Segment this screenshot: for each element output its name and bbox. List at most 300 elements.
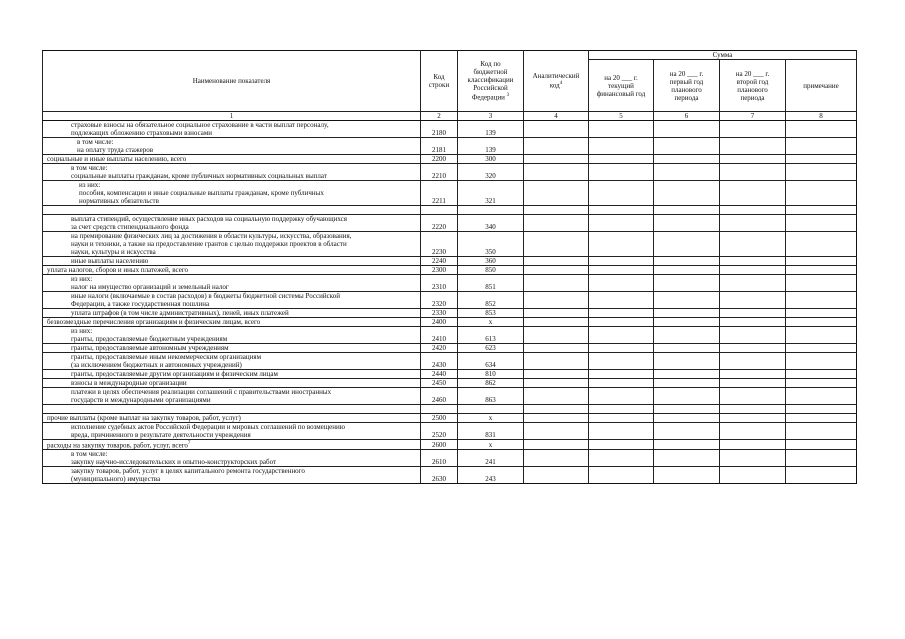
row-name-line: нормативных обязательств [79,197,159,205]
header-code: Код строки [421,51,458,112]
row-first-plan-year-value[interactable] [654,370,720,379]
row-first-plan-year-value[interactable] [654,155,720,164]
row-name-line: в том числе: [71,164,108,172]
column-number: 7 [720,112,786,121]
table-row [43,353,857,370]
row-analytic-code[interactable] [524,353,589,370]
row-note[interactable] [786,388,857,405]
row-analytic-code[interactable] [524,309,589,318]
row-code: 2300 [421,266,458,275]
row-note[interactable] [786,370,857,379]
row-first-plan-year-value[interactable] [654,275,720,292]
row-name-line: социальные выплаты гражданам, кроме публичных нормативных социальных выплат [71,172,327,180]
form-sheet [42,50,856,484]
row-note[interactable] [786,164,857,181]
row-first-plan-year-value[interactable] [654,206,720,215]
row-budget-code: 851 [458,275,524,292]
row-current-year-value[interactable] [589,388,654,405]
row-name-line: в том числе: [71,450,108,459]
row-code: 2410 [421,327,458,344]
row-first-plan-year-value[interactable] [654,266,720,275]
row-code: 2420 [421,344,458,353]
table-row [43,318,857,327]
row-budget-code: 852 [458,292,524,309]
row-first-plan-year-value[interactable] [654,232,720,257]
row-name-line: закупку научно-исследовательских и опытно-конструкторских работ [71,458,277,467]
header-budget-code-line: бюджетной [473,68,508,77]
row-name-line: гранты, предоставляемые бюджетным учреждениям [71,335,228,343]
row-name [43,379,421,388]
header-current-year [589,60,654,112]
row-code: 2330 [421,309,458,318]
row-note[interactable] [786,257,857,266]
row-name-line: Федерации, а также государственная пошлина [71,300,210,308]
row-name-line: исполнение судебных актов Российской Федерации и мировых соглашений по возмещению [71,423,346,431]
row-budget-code: 340 [458,215,524,232]
row-name [43,405,421,414]
row-code: 2630 [421,467,458,484]
table-row [43,121,857,138]
row-current-year-value[interactable] [589,370,654,379]
row-analytic-code[interactable] [524,232,589,257]
header-first-plan-year [654,60,720,112]
row-budget-code: x [458,414,524,423]
row-name-line: выплата стипендий, осуществление иных расходов на социальную поддержку обучающихся [71,215,348,223]
row-name-line: налог на имущество организаций и земельный налог [71,283,229,291]
row-note[interactable] [786,292,857,309]
header-name: Наименование показателя [43,51,421,112]
row-second-plan-year-value[interactable] [720,379,786,388]
row-code: 2240 [421,257,458,266]
row-note[interactable] [786,181,857,206]
row-second-plan-year-value[interactable] [720,370,786,379]
row-name-line: уплата налогов, сборов и иных платежей, всего [47,266,189,274]
row-second-plan-year-value[interactable] [720,257,786,266]
row-first-plan-year-value[interactable] [654,440,720,450]
row-second-plan-year-value[interactable] [720,155,786,164]
row-second-plan-year-value[interactable] [720,344,786,353]
row-budget-code: 243 [458,467,524,484]
row-note[interactable] [786,138,857,155]
row-name-line: на оплату труда стажеров [77,146,154,154]
row-budget-code: 831 [458,423,524,440]
row-analytic-code[interactable] [524,215,589,232]
row-current-year-value[interactable] [589,440,654,450]
row-second-plan-year-value[interactable] [720,232,786,257]
row-budget-code: 613 [458,327,524,344]
row-current-year-value[interactable] [589,164,654,181]
row-name [43,440,421,450]
header-first-plan-year-line: периода [674,93,699,102]
row-budget-code [458,206,524,215]
column-number: 6 [654,112,720,121]
row-note[interactable] [786,215,857,232]
row-current-year-value[interactable] [589,155,654,164]
row-current-year-value[interactable] [589,181,654,206]
row-budget-code: 810 [458,370,524,379]
row-current-year-value[interactable] [589,327,654,344]
row-note[interactable] [786,275,857,292]
row-name [43,232,421,257]
row-name-line: на премирование физических лиц за достижения в области культуры, искусства, образования, [71,232,352,240]
header-second-plan-year-line: на 20 ___ г. [735,69,770,78]
table-row [43,164,857,181]
row-first-plan-year-value[interactable] [654,327,720,344]
row-name [43,181,421,206]
row-second-plan-year-value[interactable] [720,181,786,206]
row-name-line: науки, культуры и искусства [71,248,156,256]
row-code: 2520 [421,423,458,440]
row-first-plan-year-value[interactable] [654,215,720,232]
row-code: 2400 [421,318,458,327]
row-first-plan-year-value[interactable] [654,353,720,370]
row-analytic-code[interactable] [524,181,589,206]
header-second-plan-year-line: планового [737,85,768,94]
row-current-year-value[interactable] [589,467,654,484]
row-name-line: взносы в международные организации [71,379,187,387]
row-name-line: из них: [71,327,93,335]
header-sum: Сумма [589,51,857,60]
table-row [43,423,857,440]
row-code [421,405,458,414]
row-budget-code: 241 [458,450,524,467]
row-current-year-value[interactable] [589,257,654,266]
row-current-year-value[interactable] [589,405,654,414]
table-row [43,344,857,353]
row-analytic-code[interactable] [524,266,589,275]
row-second-plan-year-value[interactable] [720,292,786,309]
row-name [43,164,421,181]
row-name-line: иные выплаты населению [71,257,149,265]
row-first-plan-year-value[interactable] [654,388,720,405]
row-name [43,155,421,164]
row-name-line: платежи в целях обеспечения реализации соглашений с правительствами иностранных [71,388,332,396]
row-first-plan-year-value[interactable] [654,405,720,414]
row-analytic-code[interactable] [524,423,589,440]
row-name [43,467,421,484]
row-budget-code: 360 [458,257,524,266]
header-first-plan-year-line: на 20 ___ г. [669,69,704,78]
row-budget-code: x [458,440,524,450]
row-name-line: из них: [79,181,101,189]
table-row [43,266,857,275]
row-analytic-code[interactable] [524,121,589,138]
row-current-year-value[interactable] [589,275,654,292]
row-analytic-code[interactable] [524,257,589,266]
row-analytic-code[interactable] [524,414,589,423]
row-budget-code: 320 [458,164,524,181]
table-row [43,440,857,450]
row-first-plan-year-value[interactable] [654,138,720,155]
row-budget-code: 623 [458,344,524,353]
table-row [43,181,857,206]
row-note[interactable] [786,353,857,370]
row-code: 2180 [421,121,458,138]
row-name [43,423,421,440]
table-row [43,309,857,318]
row-current-year-value[interactable] [589,215,654,232]
row-second-plan-year-value[interactable] [720,327,786,344]
row-current-year-value[interactable] [589,353,654,370]
row-name [43,215,421,232]
table-row [43,232,857,257]
row-name-line: безвозмездные перечисления организациям и физическим лицам, всего [47,318,261,326]
row-name [43,344,421,353]
header-budget-code-line: Федерации $^3$ [471,93,510,102]
row-name [43,327,421,344]
row-current-year-value[interactable] [589,206,654,215]
row-second-plan-year-value[interactable] [720,318,786,327]
row-code: 2200 [421,155,458,164]
row-name-line: в том числе: [77,138,114,146]
row-first-plan-year-value[interactable] [654,344,720,353]
row-first-plan-year-value[interactable] [654,423,720,440]
row-current-year-value[interactable] [589,121,654,138]
row-name [43,292,421,309]
row-code [421,206,458,215]
row-name-line: уплата штрафов (в том числе административных), пеней, иных платежей [71,309,289,317]
row-second-plan-year-value[interactable] [720,450,786,467]
table-row [43,138,857,155]
table-row [43,155,857,164]
row-name-line: за счет средств стипендиального фонда [71,223,189,231]
row-current-year-value[interactable] [589,450,654,467]
table-row [43,414,857,423]
row-first-plan-year-value[interactable] [654,164,720,181]
header-analytic-code: Аналитический код$^4$ [524,51,589,112]
row-code: 2310 [421,275,458,292]
row-current-year-value[interactable] [589,379,654,388]
row-name [43,257,421,266]
row-name-line: вреда, причиненного в результате деятельности учреждения [71,431,251,439]
row-analytic-code[interactable] [524,405,589,414]
row-current-year-value[interactable] [589,344,654,353]
row-note[interactable] [786,266,857,275]
row-second-plan-year-value[interactable] [720,206,786,215]
row-note[interactable] [786,318,857,327]
header-current-year-line: на 20 ___ г. [604,73,638,82]
table-row [43,206,857,215]
row-name-line: гранты, предоставляемые автономным учреждениям [71,344,229,352]
row-analytic-code[interactable] [524,344,589,353]
table-row [43,405,857,414]
table-row [43,292,857,309]
row-budget-code: 634 [458,353,524,370]
row-second-plan-year-value[interactable] [720,164,786,181]
row-budget-code: 862 [458,379,524,388]
row-name [43,266,421,275]
row-note[interactable] [786,327,857,344]
row-budget-code: 350 [458,232,524,257]
row-name-line: пособия, компенсации и иные социальные выплаты гражданам, кроме публичных [79,189,324,197]
header-first-plan-year-line: первый год [669,77,704,86]
row-analytic-code[interactable] [524,370,589,379]
table-row [43,370,857,379]
row-first-plan-year-value[interactable] [654,181,720,206]
row-second-plan-year-value[interactable] [720,440,786,450]
row-code: 2500 [421,414,458,423]
row-name-line: закупку товаров, работ, услуг в целях капитального ремонта государственного [71,467,305,476]
row-analytic-code[interactable] [524,379,589,388]
row-budget-code: 139 [458,121,524,138]
row-current-year-value[interactable] [589,138,654,155]
row-budget-code: 300 [458,155,524,164]
row-second-plan-year-value[interactable] [720,138,786,155]
row-note[interactable] [786,414,857,423]
row-analytic-code[interactable] [524,292,589,309]
header-current-year-line: финансовый год [596,89,646,98]
row-current-year-value[interactable] [589,423,654,440]
row-name [43,450,421,467]
header-budget-code-line: Код по [480,60,501,69]
row-budget-code: x [458,318,524,327]
row-note[interactable] [786,155,857,164]
row-note[interactable] [786,379,857,388]
header-current-year-line: текущий [608,81,634,90]
row-note[interactable] [786,405,857,414]
row-name-line: науки и техники, а также на предоставление грантов с целью поддержки проектов в области [71,240,347,248]
table-row [43,327,857,344]
row-name [43,388,421,405]
row-budget-code: 853 [458,309,524,318]
row-name-line: из них: [71,275,93,283]
column-number: 8 [786,112,857,121]
row-current-year-value[interactable] [589,309,654,318]
table-body [43,121,857,484]
row-analytic-code[interactable] [524,206,589,215]
row-analytic-code[interactable] [524,327,589,344]
row-second-plan-year-value[interactable] [720,423,786,440]
row-second-plan-year-value[interactable] [720,467,786,484]
row-current-year-value[interactable] [589,292,654,309]
row-note[interactable] [786,423,857,440]
row-budget-code: 850 [458,266,524,275]
row-first-plan-year-value[interactable] [654,467,720,484]
row-analytic-code[interactable] [524,275,589,292]
row-first-plan-year-value[interactable] [654,318,720,327]
row-budget-code: 863 [458,388,524,405]
column-number: 5 [589,112,654,121]
row-note[interactable] [786,344,857,353]
row-name [43,138,421,155]
table-row [43,467,857,484]
row-first-plan-year-value[interactable] [654,414,720,423]
row-code: 2450 [421,379,458,388]
table-row [43,379,857,388]
row-second-plan-year-value[interactable] [720,275,786,292]
table-row [43,257,857,266]
row-name [43,318,421,327]
table-row [43,450,857,467]
row-second-plan-year-value[interactable] [720,121,786,138]
row-name-line: гранты, предоставляемые другим организациям и физическим лицам [71,370,278,378]
header-second-plan-year-line: второй год [736,77,769,86]
row-name [43,275,421,292]
row-footnote: 7 [187,441,191,446]
row-analytic-code[interactable] [524,155,589,164]
row-analytic-code[interactable] [524,450,589,467]
row-budget-code [458,405,524,414]
row-code: 2220 [421,215,458,232]
header-first-plan-year-line: планового [671,85,702,94]
row-current-year-value[interactable] [589,318,654,327]
row-second-plan-year-value[interactable] [720,309,786,318]
row-budget-code: 139 [458,138,524,155]
row-second-plan-year-value[interactable] [720,405,786,414]
row-current-year-value[interactable] [589,414,654,423]
column-number-row [43,112,857,121]
row-first-plan-year-value[interactable] [654,309,720,318]
row-analytic-code[interactable] [524,318,589,327]
row-second-plan-year-value[interactable] [720,414,786,423]
row-second-plan-year-value[interactable] [720,353,786,370]
row-note[interactable] [786,232,857,257]
row-second-plan-year-value[interactable] [720,266,786,275]
header-budget-code-line: Российской [473,84,508,93]
row-second-plan-year-value[interactable] [720,388,786,405]
header-budget-code-line: классификации [467,76,514,85]
header-budget-code [458,51,524,112]
row-name-line: подлежащих обложению страховыми взносами [71,129,213,137]
row-name [43,206,421,215]
row-analytic-code[interactable] [524,440,589,450]
column-number: 1 [43,112,421,121]
header-second-plan-year [720,60,786,112]
row-code: 2440 [421,370,458,379]
row-code: 2460 [421,388,458,405]
row-name-line: страховые взносы на обязательное социальное страхование в части выплат персоналу, [71,121,329,129]
column-number: 2 [421,112,458,121]
row-name-line: государств и международными организациями [71,396,211,404]
row-analytic-code[interactable] [524,388,589,405]
row-name [43,370,421,379]
row-name [43,414,421,423]
row-note[interactable] [786,440,857,450]
row-analytic-code[interactable] [524,467,589,484]
row-code: 2181 [421,138,458,155]
header-budget-code-footnote: 3 [506,93,510,99]
row-first-plan-year-value[interactable] [654,121,720,138]
row-code: 2430 [421,353,458,370]
row-note[interactable] [786,467,857,484]
row-first-plan-year-value[interactable] [654,379,720,388]
row-name [43,309,421,318]
row-first-plan-year-value[interactable] [654,450,720,467]
row-name [43,121,421,138]
row-current-year-value[interactable] [589,232,654,257]
row-note[interactable] [786,450,857,467]
row-analytic-code[interactable] [524,164,589,181]
expenditure-table [42,50,857,484]
row-name-line: (муниципального) имущества [71,475,161,484]
row-note[interactable] [786,121,857,138]
row-budget-code: 321 [458,181,524,206]
row-first-plan-year-value[interactable] [654,257,720,266]
row-second-plan-year-value[interactable] [720,215,786,232]
row-name-line: (за исключением бюджетных и автономных учреждений) [71,361,242,369]
column-number: 3 [458,112,524,121]
column-number: 4 [524,112,589,121]
row-name [43,353,421,370]
table-row [43,275,857,292]
row-current-year-value[interactable] [589,266,654,275]
row-first-plan-year-value[interactable] [654,292,720,309]
row-name-line: расходы на закупку товаров, работ, услуг, всего$^7$ [47,441,191,450]
header-note: примечание [786,60,857,112]
row-analytic-code[interactable] [524,138,589,155]
row-note[interactable] [786,309,857,318]
row-note[interactable] [786,206,857,215]
